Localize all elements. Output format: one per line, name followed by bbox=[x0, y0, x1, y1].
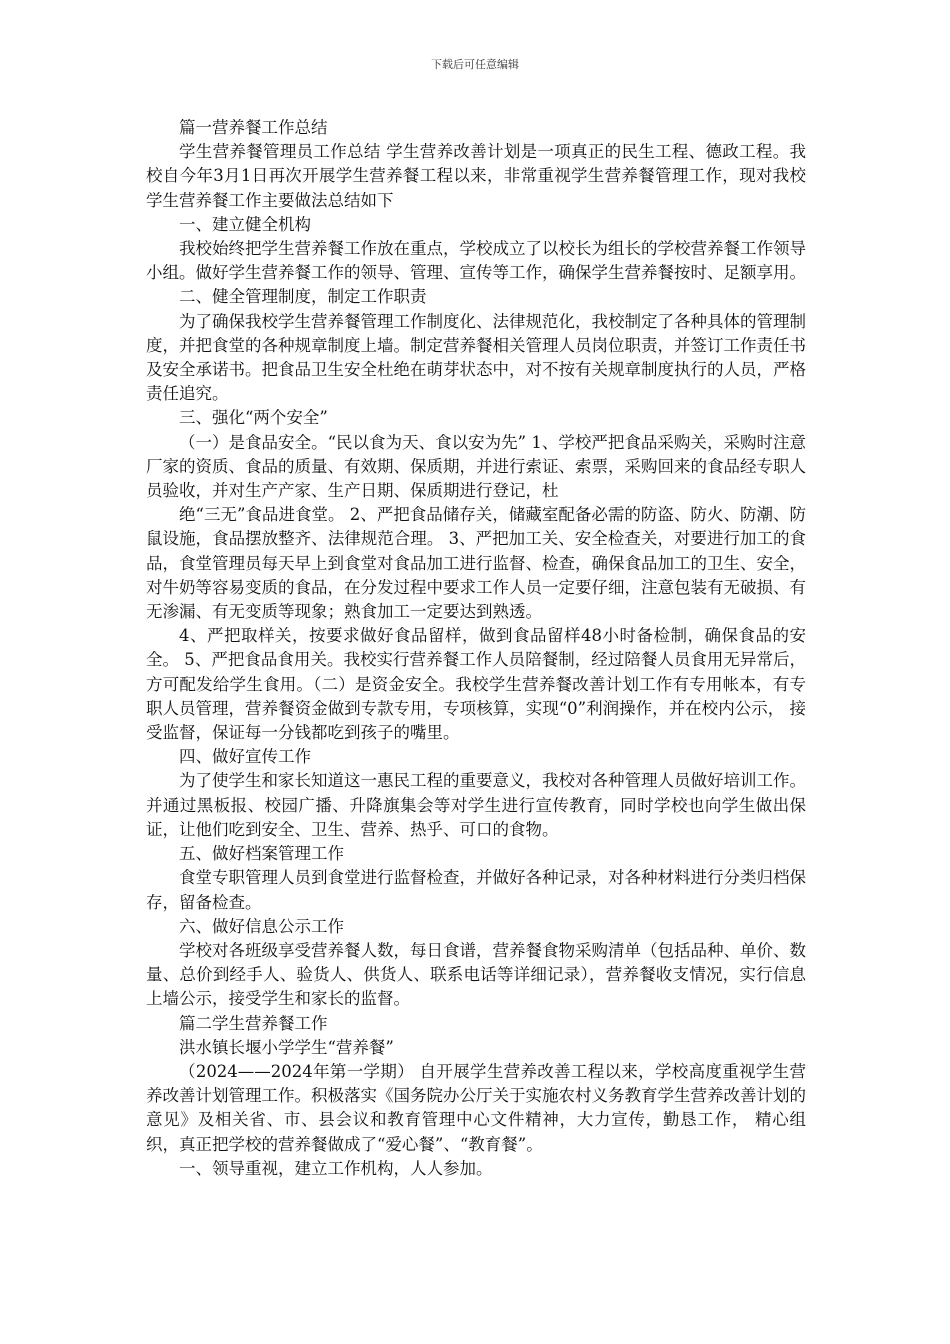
paragraph-publicity: 为了使学生和家长知道这一惠民工程的重要意义，我校对各种管理人员做好培训工作。并通过黑板报、校园广播、升降旗集会等对学生进行宣传教育，同时学校也向学生做出保证，让他们吃到安全、卫生、营养、热乎、可口的食物。 bbox=[146, 771, 806, 839]
heading-publicity: 四、做好宣传工作 bbox=[179, 747, 311, 767]
paragraph-organization: 我校始终把学生营养餐工作放在重点，学校成立了以校长为组长的学校营养餐工作领导小组。做好学生营养餐工作的领导、管理、宣传等工作，确保学生营养餐按时、足额享用。 bbox=[146, 239, 806, 283]
intro-paragraph: 学生营养餐管理员工作总结 学生营养改善计划是一项真正的民生工程、德政工程。我校自今年3月1日再次开展学生营养餐工程以来，非常重视学生营养餐管理工作，现对我校学生营养餐工作主要做法总结如下 bbox=[146, 142, 806, 210]
heading-establish-organization: 一、建立健全机构 bbox=[179, 214, 311, 234]
school-name-line: 洪水镇长堰小学学生“营养餐” bbox=[179, 1037, 394, 1057]
paragraph-food-safety: （一）是食品安全。“民以食为天、食以安为先” 1、学校严把食品采购关，采购时注意厂家的资质、食品的质量、有效期、保质期，并进行索证、索票，采购回来的食品经专职人员验收，并对生产产家、生产日期、保质期进行登记，杜 bbox=[146, 432, 806, 501]
heading-two-safeties: 三、强化“两个安全” bbox=[179, 408, 328, 428]
section-title-part-one: 篇一营养餐工作总结 bbox=[179, 118, 328, 137]
page-header-note: 下载后可任意编辑 bbox=[431, 58, 519, 71]
paragraph-archives: 食堂专职管理人员到食堂进行监督检查，并做好各种记录，对各种材料进行分类归档保存，留备检查。 bbox=[146, 868, 806, 912]
paragraph-part-two-intro: （2024——2024年第一学期） 自开展学生营养改善工程以来，学校高度重视学生营养改善计划管理工作。积极落实《国务院办公厅关于实施农村义务教育学生营养改善计划的意见》及相关省、市、县会议和教育管理中心文件精神，大力宣传，勤恳工作， 精心组织，真正把学校的营养餐做成了“爱心餐”、“教育餐”。 bbox=[146, 1061, 806, 1154]
paragraph-food-storage: 绝“三无”食品进食堂。 2、严把食品储存关，储藏室配备必需的防盗、防火、防潮、防鼠设施，食品摆放整齐、法律规范合理。 3、严把加工关、安全检查关，对要进行加工的食品，食堂管理员每天早上到食堂对食品加工进行监督、检查，确保食品加工的卫生、安全，对牛奶等容易变质的食品，在分发过程中要求工作人员一定要仔细，注意包装有无破损、有无渗漏、有无变质等现象；熟食加工一定要达到熟透。 bbox=[146, 505, 806, 622]
section-title-part-two: 篇二学生营养餐工作 bbox=[179, 1013, 328, 1033]
heading-leadership: 一、领导重视，建立工作机构，人人参加。 bbox=[179, 1158, 493, 1178]
heading-information-disclosure: 六、做好信息公示工作 bbox=[179, 916, 344, 936]
document-body bbox=[146, 116, 806, 1181]
heading-management-system: 二、健全管理制度，制定工作职责 bbox=[179, 287, 427, 307]
paragraph-sampling-funds: 4、严把取样关，按要求做好食品留样，做到食品留样48小时备检制，确保食品的安全。 5、严把食品食用关。我校实行营养餐工作人员陪餐制，经过陪餐人员食用无异常后，方可配发给学生食用。（二）是资金安全。我校学生营养餐改善计划工作有专用帐本，有专职人员管理，营养餐资金做到专款专用，专项核算，实现“0”利润操作，并在校内公示， 接受监督，保证每一分钱都吃到孩子的嘴里。 bbox=[146, 626, 806, 743]
paragraph-information-disclosure: 学校对各班级享受营养餐人数，每日食谱，营养餐食物采购清单（包括品种、单价、数量、总价到经手人、验货人、供货人、联系电话等详细记录），营养餐收支情况，实行信息上墙公示，接受学生和家长的监督。 bbox=[146, 940, 806, 1009]
heading-archives: 五、做好档案管理工作 bbox=[179, 844, 344, 864]
paragraph-management-system: 为了确保我校学生营养餐管理工作制度化、法律规范化，我校制定了各种具体的管理制度，并把食堂的各种规章制度上墙。制定营养餐相关管理人员岗位职责，并签订工作责任书及安全承诺书。把食品卫生安全杜绝在萌芽状态中，对不按有关规章制度执行的人员，严格责任追究。 bbox=[146, 311, 806, 404]
